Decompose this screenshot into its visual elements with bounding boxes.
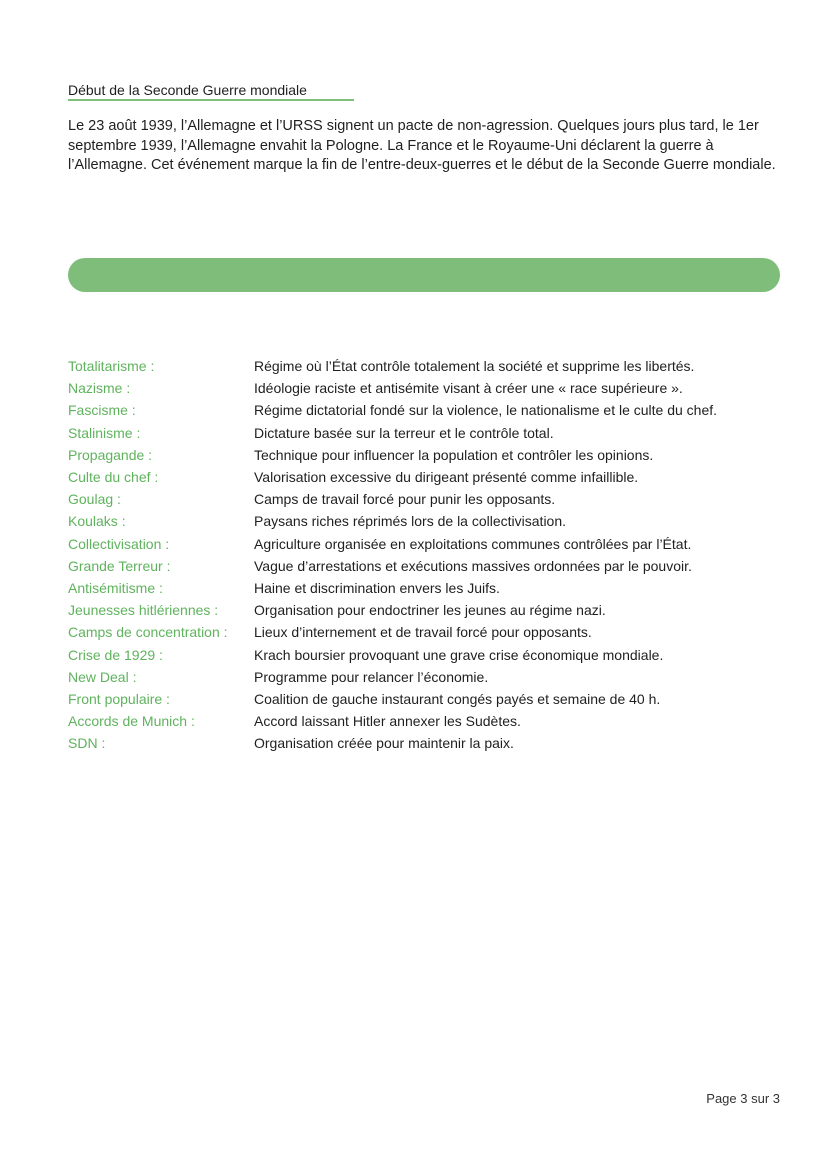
glossary-term: Nazisme :	[68, 380, 131, 397]
glossary-definition: Haine et discrimination envers les Juifs.	[254, 579, 500, 596]
glossary-term: Collectivisation :	[68, 535, 170, 552]
glossary-term: Fascisme :	[68, 402, 136, 419]
glossary-row	[68, 533, 798, 555]
glossary-row	[68, 466, 798, 488]
glossary-term: Antisémitisme :	[68, 579, 163, 596]
glossary-row	[68, 444, 798, 466]
glossary-definition: Idéologie raciste et antisémite visant à créer une « race supérieure ».	[254, 380, 683, 397]
glossary-row	[68, 399, 798, 421]
glossary-definition: Valorisation excessive du dirigeant présenté comme infaillible.	[254, 469, 639, 486]
glossary-term: Totalitarisme :	[68, 358, 155, 375]
glossary-definition: Technique pour influencer la population et contrôler les opinions.	[254, 446, 654, 463]
glossary-term: Front populaire :	[68, 690, 170, 707]
glossary-definition: Coalition de gauche instaurant congés payés et semaine de 40 h.	[254, 690, 661, 707]
glossary-term: Camps de concentration :	[68, 624, 228, 641]
glossary-term: Grande Terreur :	[68, 557, 171, 574]
glossary-term: Koulaks :	[68, 513, 126, 530]
section-title: Début de la Seconde Guerre mondiale	[68, 82, 307, 98]
glossary-row	[68, 488, 798, 510]
glossary-row	[68, 688, 798, 710]
glossary-definition: Agriculture organisée en exploitations communes contrôlées par l’État.	[254, 535, 692, 552]
glossary-row	[68, 710, 798, 732]
decorative-green-band	[68, 258, 780, 292]
glossary-definition: Paysans riches réprimés lors de la collectivisation.	[254, 513, 567, 530]
glossary-row	[68, 355, 798, 377]
glossary-row	[68, 377, 798, 399]
glossary-term: Propagande :	[68, 446, 153, 463]
glossary-definition: Dictature basée sur la terreur et le contrôle total.	[254, 424, 554, 441]
glossary-row	[68, 732, 798, 754]
glossary-row	[68, 422, 798, 444]
glossary-list	[68, 355, 798, 754]
glossary-definition: Krach boursier provoquant une grave crise économique mondiale.	[254, 646, 664, 663]
glossary-definition: Vague d’arrestations et exécutions massives ordonnées par le pouvoir.	[254, 557, 692, 574]
glossary-term: Jeunesses hitlériennes :	[68, 602, 219, 619]
glossary-row	[68, 666, 798, 688]
glossary-row	[68, 643, 798, 665]
glossary-row	[68, 621, 798, 643]
page-number: Page 3 sur 3	[706, 1091, 780, 1106]
glossary-row	[68, 510, 798, 532]
glossary-definition: Organisation créée pour maintenir la paix.	[254, 735, 514, 752]
glossary-term: Stalinisme :	[68, 424, 141, 441]
glossary-definition: Régime dictatorial fondé sur la violence, le nationalisme et le culte du chef.	[254, 402, 718, 419]
glossary-term: SDN :	[68, 735, 106, 752]
glossary-row	[68, 599, 798, 621]
section-paragraph: Le 23 août 1939, l’Allemagne et l’URSS signent un pacte de non-agression. Quelques jours plus tard, le 1er septembre 1939, l’Allemagne envahit la Pologne. La France et le Royaume-Uni déclarent la guerre à l’Allemagne. Cet événement marque la fin de l’entre-deux-guerres et le début de la Seconde Guerre mondiale.	[68, 118, 776, 174]
glossary-term: Accords de Munich :	[68, 713, 195, 730]
glossary-definition: Programme pour relancer l’économie.	[254, 668, 489, 685]
glossary-row	[68, 555, 798, 577]
glossary-definition: Camps de travail forcé pour punir les opposants.	[254, 491, 556, 508]
glossary-definition: Organisation pour endoctriner les jeunes au régime nazi.	[254, 602, 606, 619]
glossary-term: Culte du chef :	[68, 469, 159, 486]
glossary-definition: Accord laissant Hitler annexer les Sudètes.	[254, 713, 521, 730]
glossary-term: New Deal :	[68, 668, 137, 685]
title-underline	[68, 99, 354, 101]
glossary-definition: Régime où l’État contrôle totalement la société et supprime les libertés.	[254, 358, 695, 375]
glossary-term: Crise de 1929 :	[68, 646, 163, 663]
glossary-term: Goulag :	[68, 491, 121, 508]
glossary-row	[68, 577, 798, 599]
glossary-definition: Lieux d’internement et de travail forcé pour opposants.	[254, 624, 592, 641]
